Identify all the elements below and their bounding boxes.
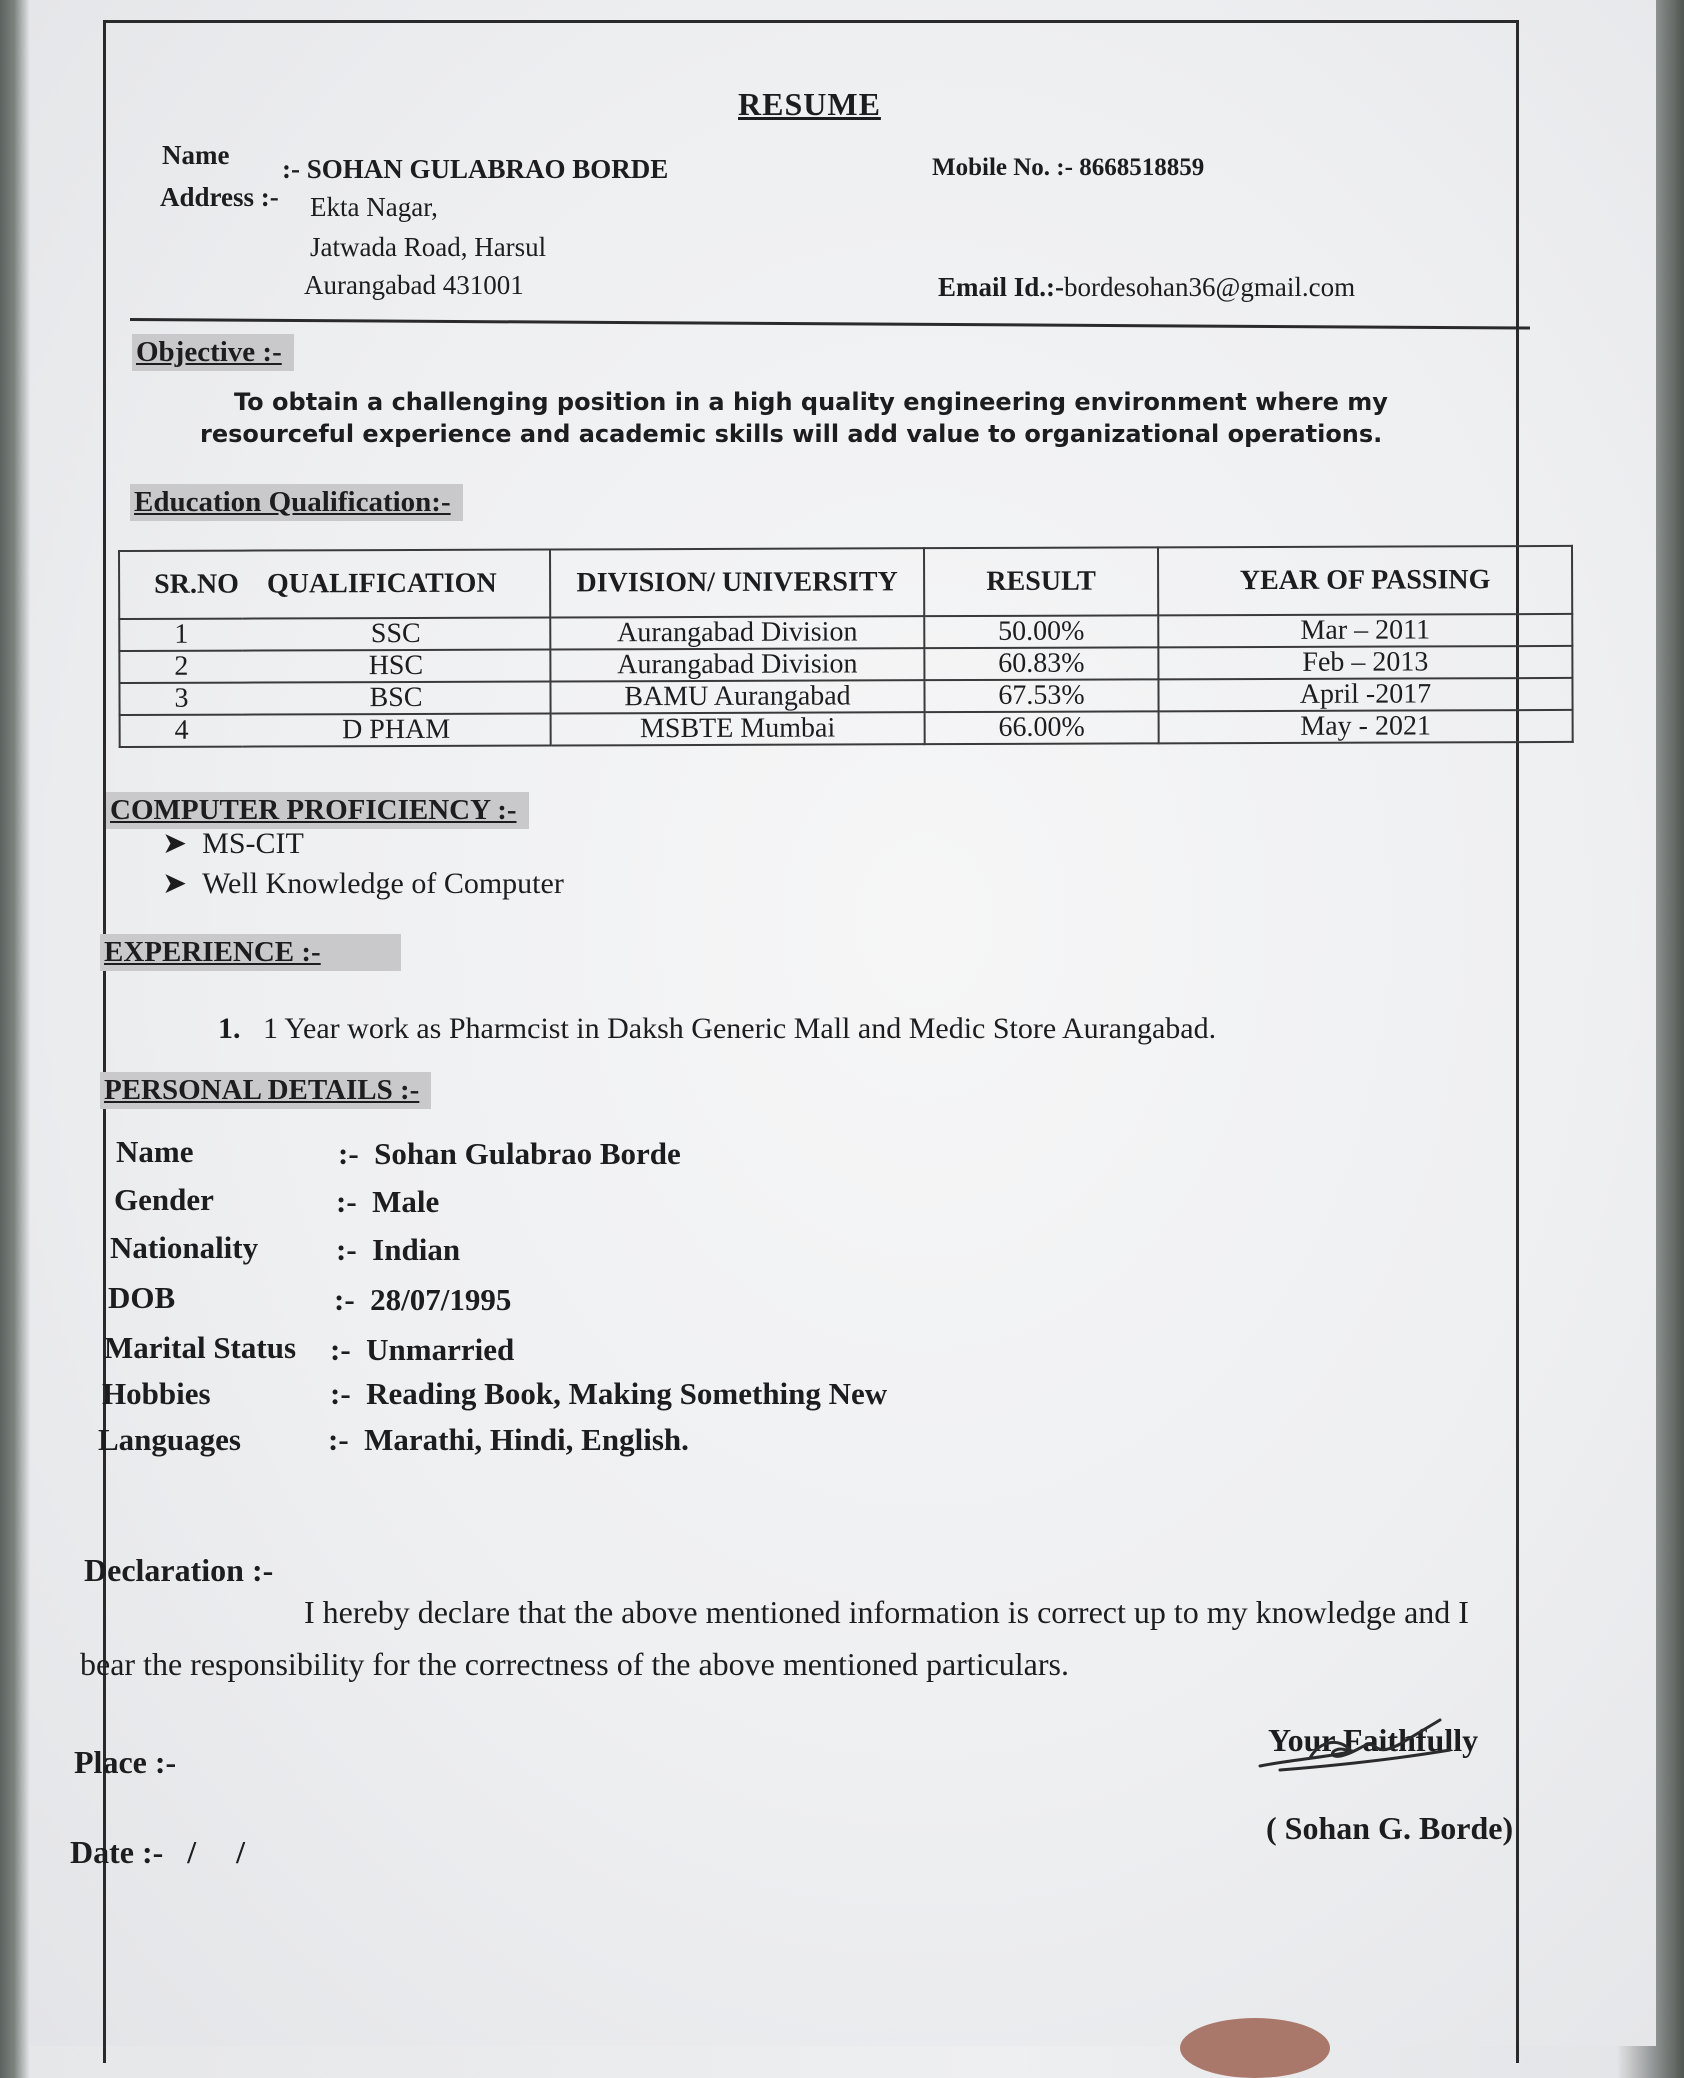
table-row bbox=[119, 614, 1572, 651]
pd-gender-value: :- Male bbox=[336, 1184, 440, 1219]
arrow-bullet-icon: ➤ bbox=[162, 827, 188, 860]
address-line-3: Aurangabad 431001 bbox=[304, 270, 524, 300]
pd-gender-label: Gender bbox=[114, 1182, 214, 1217]
computer-heading: COMPUTER PROFICIENCY :- bbox=[106, 792, 529, 829]
table-header-row bbox=[119, 546, 1572, 619]
pd-dob-value: :- 28/07/1995 bbox=[334, 1282, 512, 1317]
declaration-line-2: bear the responsibility for the correctness of the above mentioned particulars. bbox=[80, 1646, 1069, 1682]
address-line-2: Jatwada Road, Harsul bbox=[310, 232, 547, 262]
pd-name-label: Name bbox=[116, 1134, 194, 1169]
experience-heading: EXPERIENCE :- bbox=[100, 934, 401, 971]
document-title: RESUME bbox=[738, 86, 881, 122]
cell-srno: 3 bbox=[119, 683, 242, 715]
email-address: Email Id.:-bordesohan36@gmail.com bbox=[938, 272, 1356, 302]
pd-languages-label: Languages bbox=[98, 1422, 241, 1457]
declaration-heading: Declaration :- bbox=[84, 1552, 274, 1588]
place-field: Place :- bbox=[74, 1744, 177, 1780]
col-division: DIVISION/ UNIVERSITY bbox=[550, 548, 924, 617]
education-table bbox=[118, 545, 1574, 748]
declaration-line-1: I hereby declare that the above mentioned information is correct up to my knowledge and I bbox=[304, 1594, 1469, 1630]
computer-item-label: Well Knowledge of Computer bbox=[202, 867, 564, 900]
cell-qualification: BSC bbox=[242, 681, 550, 714]
closing-text: Your Faithfully bbox=[1268, 1722, 1479, 1758]
signatory-name: ( Sohan G. Borde) bbox=[1266, 1810, 1514, 1846]
thumb-finger bbox=[1180, 2018, 1330, 2078]
cell-qualification: SSC bbox=[242, 617, 550, 650]
cell-division: BAMU Aurangabad bbox=[550, 680, 924, 713]
experience-item bbox=[218, 1012, 1216, 1046]
computer-item bbox=[162, 826, 304, 861]
objective-heading: Objective :- bbox=[132, 334, 294, 371]
table-row bbox=[119, 646, 1572, 683]
cell-year: April -2017 bbox=[1158, 678, 1572, 711]
cell-srno: 1 bbox=[119, 619, 242, 651]
cell-year: Mar – 2011 bbox=[1158, 614, 1572, 647]
cell-division: Aurangabad Division bbox=[550, 616, 924, 649]
name-label: Name bbox=[162, 140, 230, 170]
col-year: YEAR OF PASSING bbox=[1158, 546, 1572, 615]
pd-marital-value: :- Unmarried bbox=[330, 1332, 515, 1367]
cell-division: Aurangabad Division bbox=[550, 648, 924, 681]
list-number: 1. bbox=[218, 1012, 241, 1045]
experience-text: 1 Year work as Pharmcist in Daksh Generic Mall and Medic Store Aurangabad. bbox=[263, 1012, 1217, 1045]
col-qualification: QUALIFICATION bbox=[266, 567, 497, 600]
cell-qualification: D PHAM bbox=[243, 713, 551, 746]
col-srno-qualification bbox=[119, 549, 550, 619]
education-heading: Education Qualification:- bbox=[130, 484, 463, 521]
arrow-bullet-icon: ➤ bbox=[162, 867, 188, 900]
pd-nationality-text: Indian bbox=[372, 1232, 461, 1267]
table-row bbox=[120, 710, 1573, 747]
objective-text: To obtain a challenging position in a high quality engineering environment where my resourceful experience and academic skills will add value to organizational operations. bbox=[200, 388, 1388, 448]
signature-icon bbox=[1250, 1700, 1470, 1780]
computer-item bbox=[162, 866, 564, 901]
cell-srno: 2 bbox=[119, 651, 242, 683]
email-value: bordesohan36@gmail.com bbox=[1064, 272, 1356, 302]
pd-hobbies-text: Reading Book, Making Something New bbox=[366, 1376, 888, 1411]
cell-year: Feb – 2013 bbox=[1158, 646, 1572, 679]
pd-gender-text: Male bbox=[372, 1184, 440, 1219]
computer-item-label: MS-CIT bbox=[202, 827, 304, 860]
mobile-number: Mobile No. :- 8668518859 bbox=[932, 154, 1205, 181]
personal-heading: PERSONAL DETAILS :- bbox=[100, 1072, 431, 1109]
pd-nationality-label: Nationality bbox=[110, 1230, 259, 1265]
name-value: :- SOHAN GULABRAO BORDE bbox=[282, 154, 669, 184]
table-row bbox=[119, 678, 1572, 715]
pd-marital-label: Marital Status bbox=[104, 1330, 297, 1365]
col-srno: SR.NO bbox=[154, 568, 239, 600]
cell-srno: 4 bbox=[120, 715, 243, 747]
pd-hobbies-value: :- Reading Book, Making Something New bbox=[330, 1376, 888, 1411]
cell-division: MSBTE Mumbai bbox=[551, 712, 925, 745]
cell-result: 50.00% bbox=[924, 615, 1158, 648]
col-result: RESULT bbox=[924, 547, 1158, 616]
pd-dob-text: 28/07/1995 bbox=[370, 1282, 512, 1317]
pd-hobbies-label: Hobbies bbox=[102, 1376, 211, 1411]
address-line-1: Ekta Nagar, bbox=[310, 192, 438, 222]
address-label: Address :- bbox=[160, 182, 279, 212]
pd-languages-text: Marathi, Hindi, English. bbox=[364, 1422, 689, 1457]
cell-result: 60.83% bbox=[924, 647, 1158, 680]
pd-name-value: :- Sohan Gulabrao Borde bbox=[338, 1136, 681, 1171]
pd-marital-text: Unmarried bbox=[366, 1332, 515, 1367]
pd-dob-label: DOB bbox=[108, 1280, 176, 1315]
cell-year: May - 2021 bbox=[1159, 710, 1573, 743]
pd-languages-value: :- Marathi, Hindi, English. bbox=[328, 1422, 689, 1457]
pd-name-text: Sohan Gulabrao Borde bbox=[374, 1136, 681, 1171]
date-field: Date :- / / bbox=[70, 1834, 246, 1870]
cell-result: 66.00% bbox=[925, 711, 1159, 744]
cell-qualification: HSC bbox=[242, 649, 550, 682]
pd-nationality-value: :- Indian bbox=[336, 1232, 461, 1267]
cell-result: 67.53% bbox=[924, 679, 1158, 712]
